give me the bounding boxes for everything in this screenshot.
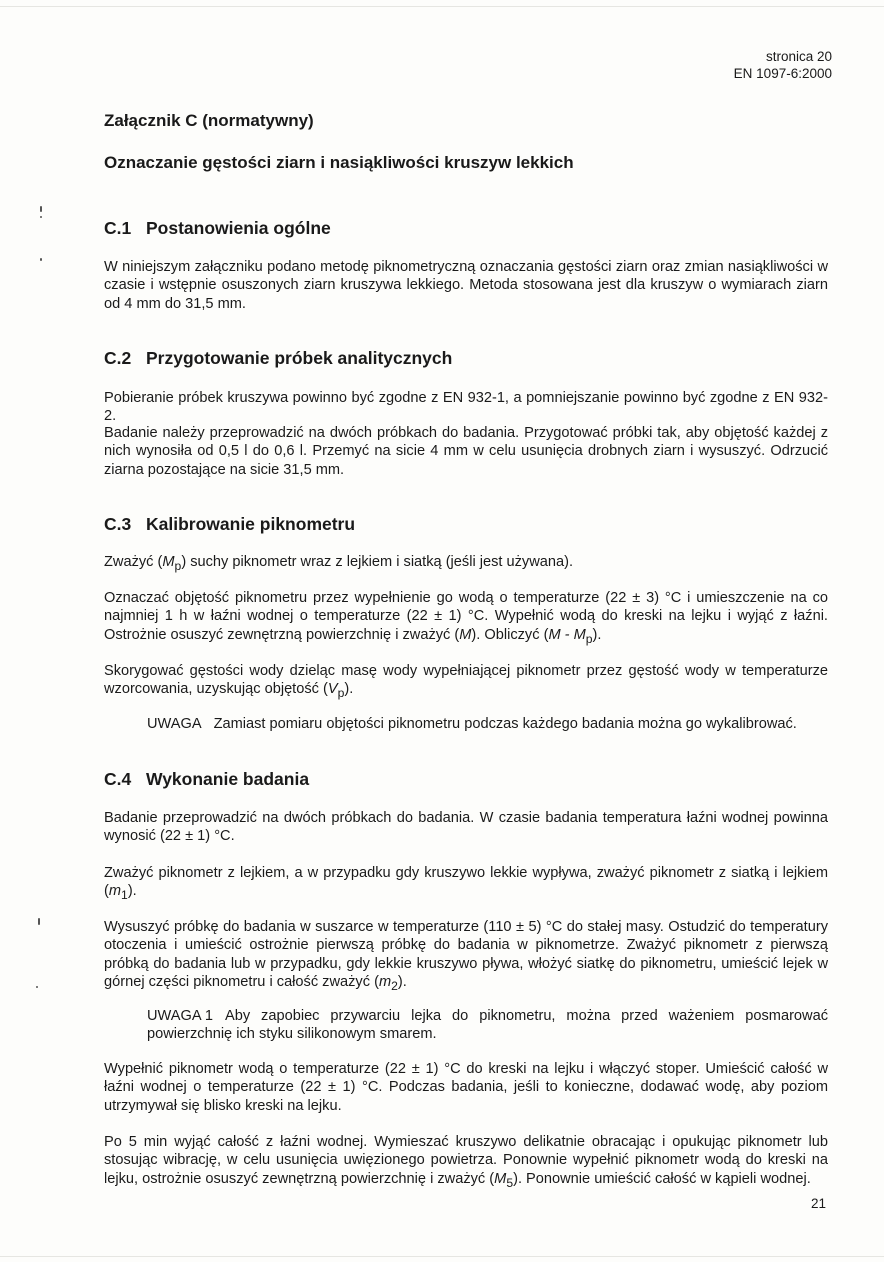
paragraph: Po 5 min wyjąć całość z łaźni wodnej. Wymieszać kruszywo delikatnie obracając i opukując piknometr lub stosując wibrację, w celu usunięcia uwięzionego powietrza. Ponownie wypełnić piknometr wodą do kreski na lejku, ostrożnie osuszyć zewnętrzną powierzchnię i zważyć $(M_5)$. Ponownie umieścić całość w kąpieli wodnej. <box>104 1134 828 1190</box>
page-label: stronica 20 <box>765 49 832 64</box>
page-number: 21 <box>810 1196 826 1211</box>
section-title: Przygotowanie próbek analitycznych <box>146 348 453 368</box>
note-text: Aby zapobiec przywarciu lejka do piknometru, można przed ważeniem posmarować powierzchnię ich styku silikonowym smarem. <box>147 1008 828 1043</box>
section-title: Kalibrowanie piknometru <box>146 514 356 534</box>
scan-speck <box>36 986 38 988</box>
section-heading-c4 <box>104 769 309 790</box>
section-heading-c2 <box>104 348 452 369</box>
standard-code: EN 1097-6:2000 <box>733 66 832 81</box>
section-heading-c3 <box>104 514 355 535</box>
paragraph: Zważyć $(M_p)$ suchy piknometr wraz z lejkiem i siatką (jeśli jest używana). <box>104 554 574 573</box>
page-header <box>734 48 832 82</box>
paragraph: Wypełnić piknometr wodą o temperaturze (22 ± 1) °C do kreski na lejku i włączyć stoper. Umieścić całość w łaźni wodnej o temperaturze (22 ± 1) °C. Podczas badania, jeśli to konieczne, dodawać wodę, aby poziom utrzymywał się blisko kreski na lejku. <box>104 1061 828 1114</box>
annex-title: Załącznik C (normatywny) <box>104 111 314 130</box>
section-heading-c1 <box>104 218 331 239</box>
paragraph: Oznaczać objętość piknometru przez wypełnienie go wodą o temperaturze (22 ± 3) °C i umieszczenie na co najmniej 1 h w łaźni wodnej o temperaturze (22 ± 1) °C. Wypełnić wodą do kreski na lejku i wyjąć z łaźni. Ostrożnie osuszyć zewnętrzną powierzchnię i zważyć (M). Obliczyć $(M - M_p)$. <box>104 590 828 646</box>
paragraph: Pobieranie próbek kruszywa powinno być zgodne z EN 932-1, a pomniejszanie powinno być zgodne z EN 932-2. <box>104 390 828 425</box>
scan-top-edge <box>0 6 884 7</box>
scan-speck <box>40 258 42 261</box>
note <box>147 715 828 733</box>
section-number: C.4 <box>104 769 132 789</box>
section-number: C.2 <box>104 348 132 368</box>
section-title: Wykonanie badania <box>146 769 310 789</box>
paragraph: Badanie przeprowadzić na dwóch próbkach do badania. W czasie badania temperatura łaźni wodnej powinna wynosić (22 ± 1) °C. <box>104 810 828 845</box>
section-title: Postanowienia ogólne <box>146 218 331 238</box>
section-number: C.3 <box>104 514 132 534</box>
note <box>147 1007 828 1044</box>
paragraph: Wysuszyć próbkę do badania w suszarce w temperaturze (110 ± 5) °C do stałej masy. Ostudzić do temperatury otoczenia i umieścić ostrożnie pierwszą próbkę do badania w piknometrze. Zważyć piknometr z pierwszą próbką do badania lub w przypadku, gdy lekkie kruszywo pływa, włożyć siatkę do piknometru, umieścić lejek w górnej części piknometru i całość zważyć $(m_2)$. <box>104 919 828 994</box>
paragraph: Skorygować gęstości wody dzieląc masę wody wypełniającej piknometr przez gęstość wody w temperaturze wzorcowania, uzyskując objętość $(V_p)$. <box>104 663 828 701</box>
scan-speck <box>40 206 42 212</box>
note-text: Zamiast pomiaru objętości piknometru podczas każdego badania można go wykalibrować. <box>213 716 797 732</box>
paragraph: Zważyć piknometr z lejkiem, a w przypadku gdy kruszywo lekkie wypływa, zważyć piknometr z siatką i lejkiem $(m_1)$. <box>104 865 828 903</box>
section-number: C.1 <box>104 218 132 238</box>
paragraph: Badanie należy przeprowadzić na dwóch próbkach do badania. Przygotować próbki tak, aby objętość każdej z nich wynosiła od 0,5 l do 0,6 l. Przemyć na sicie 4 mm w celu usunięcia drobnych ziarn i wysuszyć. Odrzucić ziarna pozostające na sicie 31,5 mm. <box>104 425 828 478</box>
annex-subtitle: Oznaczanie gęstości ziarn i nasiąkliwości kruszyw lekkich <box>104 153 574 172</box>
scan-speck <box>38 918 40 925</box>
scan-bottom-edge <box>0 1256 884 1257</box>
note-label: UWAGA <box>147 716 202 732</box>
scan-speck <box>40 216 42 218</box>
note-label: UWAGA 1 <box>147 1008 213 1024</box>
paragraph: W niniejszym załączniku podano metodę piknometryczną oznaczania gęstości ziarn oraz zmian nasiąkliwości w czasie i wstępnie osuszonych ziarn kruszywa lekkiego. Metoda stosowana jest dla kruszyw o wymiarach ziarn od 4 mm do 31,5 mm. <box>104 259 828 312</box>
